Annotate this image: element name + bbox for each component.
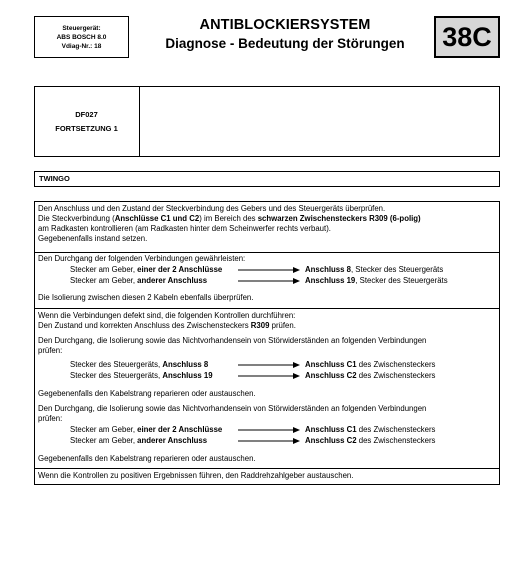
connection-to: Anschluss C2 des Zwischensteckers (305, 436, 436, 445)
section-badge: 38C (434, 16, 500, 58)
ecu-info-box (34, 16, 129, 58)
arrow-right-icon (238, 278, 300, 284)
ecu-model: ABS BOSCH 8.0 (56, 33, 107, 41)
connection-from: Stecker am Geber, anderer Anschluss (70, 436, 208, 445)
instruction-line: Den Durchgang der folgenden Verbindungen gewährleisten: (38, 254, 246, 263)
page-title: ANTIBLOCKIERSYSTEM (199, 17, 371, 33)
fault-code-cell (34, 86, 140, 157)
arrow-right-icon (238, 267, 300, 273)
instruction-line: prüfen: (38, 414, 63, 423)
connection-from: Stecker am Geber, einer der 2 Anschlüsse (70, 265, 223, 274)
fault-code: DF027 (75, 109, 98, 119)
instruction-line: am Radkasten kontrollieren (am Radkasten hinter dem Scheinwerfer rechts verbaut). (38, 224, 331, 233)
instruction-line: Gegebenenfalls instand setzen. (38, 234, 148, 243)
instruction-line: Die Isolierung zwischen diesen 2 Kabeln ebenfalls überprüfen. (38, 293, 254, 302)
ecu-label: Steuergerät: (62, 24, 101, 32)
fault-continuation: FORTSETZUNG 1 (55, 123, 118, 133)
connection-from: Stecker des Steuergeräts, Anschluss 8 (70, 360, 209, 369)
connection-from: Stecker des Steuergeräts, Anschluss 19 (70, 371, 213, 380)
connection-to: Anschluss 8, Stecker des Steuergeräts (305, 265, 444, 274)
instruction-line: Den Anschluss und den Zustand der Steckverbindung des Gebers und des Steuergeräts überprüfen. (38, 204, 386, 213)
vehicle-model: TWINGO (34, 171, 500, 187)
instruction-line: Den Durchgang, die Isolierung sowie das Nichtvorhandensein von Störwiderständen an folgenden Verbindungen (38, 404, 427, 413)
section-divider (34, 308, 500, 309)
arrow-right-icon (238, 427, 300, 433)
arrow-right-icon (238, 438, 300, 444)
arrow-right-icon (238, 373, 300, 379)
section-divider (34, 252, 500, 253)
instruction-line: Wenn die Kontrollen zu positiven Ergebnissen führen, den Raddrehzahlgeber austauschen. (38, 471, 354, 480)
instruction-line: prüfen: (38, 346, 63, 355)
connection-from: Stecker am Geber, anderer Anschluss (70, 276, 208, 285)
instruction-line: Den Durchgang, die Isolierung sowie das Nichtvorhandensein von Störwiderständen an folgenden Verbindungen (38, 336, 427, 345)
arrow-right-icon (238, 362, 300, 368)
instruction-line: Gegebenenfalls den Kabelstrang reparieren oder austauschen. (38, 454, 256, 463)
page-subtitle: Diagnose - Bedeutung der Störungen (165, 36, 405, 51)
connection-to: Anschluss C1 des Zwischensteckers (305, 425, 436, 434)
instruction-line: Wenn die Verbindungen defekt sind, die folgenden Kontrollen durchführen: (38, 311, 296, 320)
page-title-block (140, 16, 430, 54)
vdiag-number: Vdiag-Nr.: 18 (61, 42, 102, 50)
instruction-line: Den Zustand und korrekten Anschluss des Zwischensteckers R309 prüfen. (38, 321, 296, 330)
section-divider (34, 468, 500, 469)
connection-to: Anschluss 19, Stecker des Steuergeräts (305, 276, 448, 285)
connection-from: Stecker am Geber, einer der 2 Anschlüsse (70, 425, 223, 434)
instruction-line: Gegebenenfalls den Kabelstrang reparieren oder austauschen. (38, 389, 256, 398)
connection-to: Anschluss C2 des Zwischensteckers (305, 371, 436, 380)
connection-to: Anschluss C1 des Zwischensteckers (305, 360, 436, 369)
instruction-line: Die Steckverbindung (Anschlüsse C1 und C2) im Bereich des schwarzen Zwischensteckers R309 (6-polig) (38, 214, 421, 223)
